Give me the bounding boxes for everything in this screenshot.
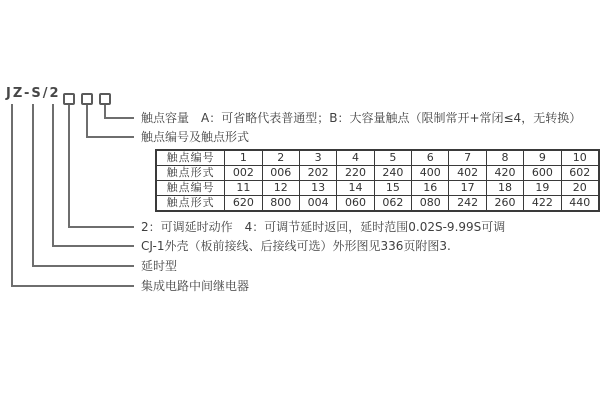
table-cell: 6: [412, 150, 449, 166]
table-cell: 12: [262, 181, 299, 196]
table-cell: 1: [225, 150, 262, 166]
leader-line-enclosure-vertical: [52, 104, 54, 247]
table-row: [156, 166, 599, 181]
table-row: [156, 196, 599, 212]
table-row: [156, 181, 599, 196]
table-row-label: 触点编号: [156, 181, 225, 196]
contact-table-container: [155, 149, 600, 212]
table-cell: 242: [449, 196, 486, 212]
table-cell: 9: [524, 150, 561, 166]
leader-line-contact-capacity-horizontal: [104, 117, 134, 119]
table-cell: 420: [486, 166, 523, 181]
leader-line-contact-number-horizontal: [86, 136, 134, 138]
model-placeholder-box-2: [81, 93, 93, 105]
table-cell: 10: [561, 150, 599, 166]
table-cell: 5: [374, 150, 411, 166]
table-cell: 7: [449, 150, 486, 166]
annotation-enclosure: CJ-1外壳（板前接线、后接线可选）外形图见336页附图3.: [141, 239, 451, 253]
table-cell: 2: [262, 150, 299, 166]
contact-table: [155, 149, 600, 212]
table-cell: 402: [449, 166, 486, 181]
annotation-contact-number-form: 触点编号及触点形式: [141, 130, 250, 144]
leader-line-enclosure-horizontal: [52, 245, 134, 247]
table-cell: 620: [225, 196, 262, 212]
table-cell: 17: [449, 181, 486, 196]
table-cell: 15: [374, 181, 411, 196]
leader-line-delay-type-vertical: [32, 104, 34, 267]
table-cell: 19: [524, 181, 561, 196]
leader-line-contact-number-vertical: [86, 105, 88, 138]
table-row-label: 触点形式: [156, 196, 225, 212]
contact-table-body: [156, 150, 599, 211]
table-cell: 002: [225, 166, 262, 181]
model-placeholder-box-1: [63, 93, 75, 105]
annotation-contact-capacity: 触点容量 A：可省略代表普通型；B：大容量触点（限制常开+常闭≤4，无转换）: [141, 111, 582, 125]
table-cell: 004: [299, 196, 336, 212]
table-cell: 14: [337, 181, 374, 196]
leader-line-relay-family-horizontal: [11, 285, 134, 287]
table-cell: 13: [299, 181, 336, 196]
leader-line-relay-family-vertical: [11, 104, 13, 287]
table-cell: 18: [486, 181, 523, 196]
table-cell: 602: [561, 166, 599, 181]
table-cell: 006: [262, 166, 299, 181]
table-row-label: 触点编号: [156, 150, 225, 166]
annotation-relay-family: 集成电路中间继电器: [141, 279, 250, 293]
leader-line-delay-type-horizontal: [32, 265, 134, 267]
table-cell: 062: [374, 196, 411, 212]
table-cell: 3: [299, 150, 336, 166]
annotation-delay-type: 延时型: [141, 259, 178, 273]
annotation-delay-mode: 2：可调延时动作 4：可调节延时返回，延时范围0.02S-9.99S可调: [141, 220, 506, 234]
model-code: JZ-S/2: [6, 86, 61, 101]
table-row-label: 触点形式: [156, 166, 225, 181]
leader-line-delay-mode-horizontal: [68, 226, 134, 228]
model-placeholder-box-3: [99, 93, 111, 105]
table-row: [156, 150, 599, 166]
table-cell: 11: [225, 181, 262, 196]
table-cell: 400: [412, 166, 449, 181]
table-cell: 440: [561, 196, 599, 212]
table-cell: 8: [486, 150, 523, 166]
table-cell: 080: [412, 196, 449, 212]
table-cell: 422: [524, 196, 561, 212]
table-cell: 220: [337, 166, 374, 181]
leader-line-delay-mode-vertical: [68, 105, 70, 228]
table-cell: 060: [337, 196, 374, 212]
table-cell: 260: [486, 196, 523, 212]
table-cell: 202: [299, 166, 336, 181]
table-cell: 16: [412, 181, 449, 196]
table-cell: 240: [374, 166, 411, 181]
table-cell: 4: [337, 150, 374, 166]
table-cell: 600: [524, 166, 561, 181]
table-cell: 20: [561, 181, 599, 196]
table-cell: 800: [262, 196, 299, 212]
